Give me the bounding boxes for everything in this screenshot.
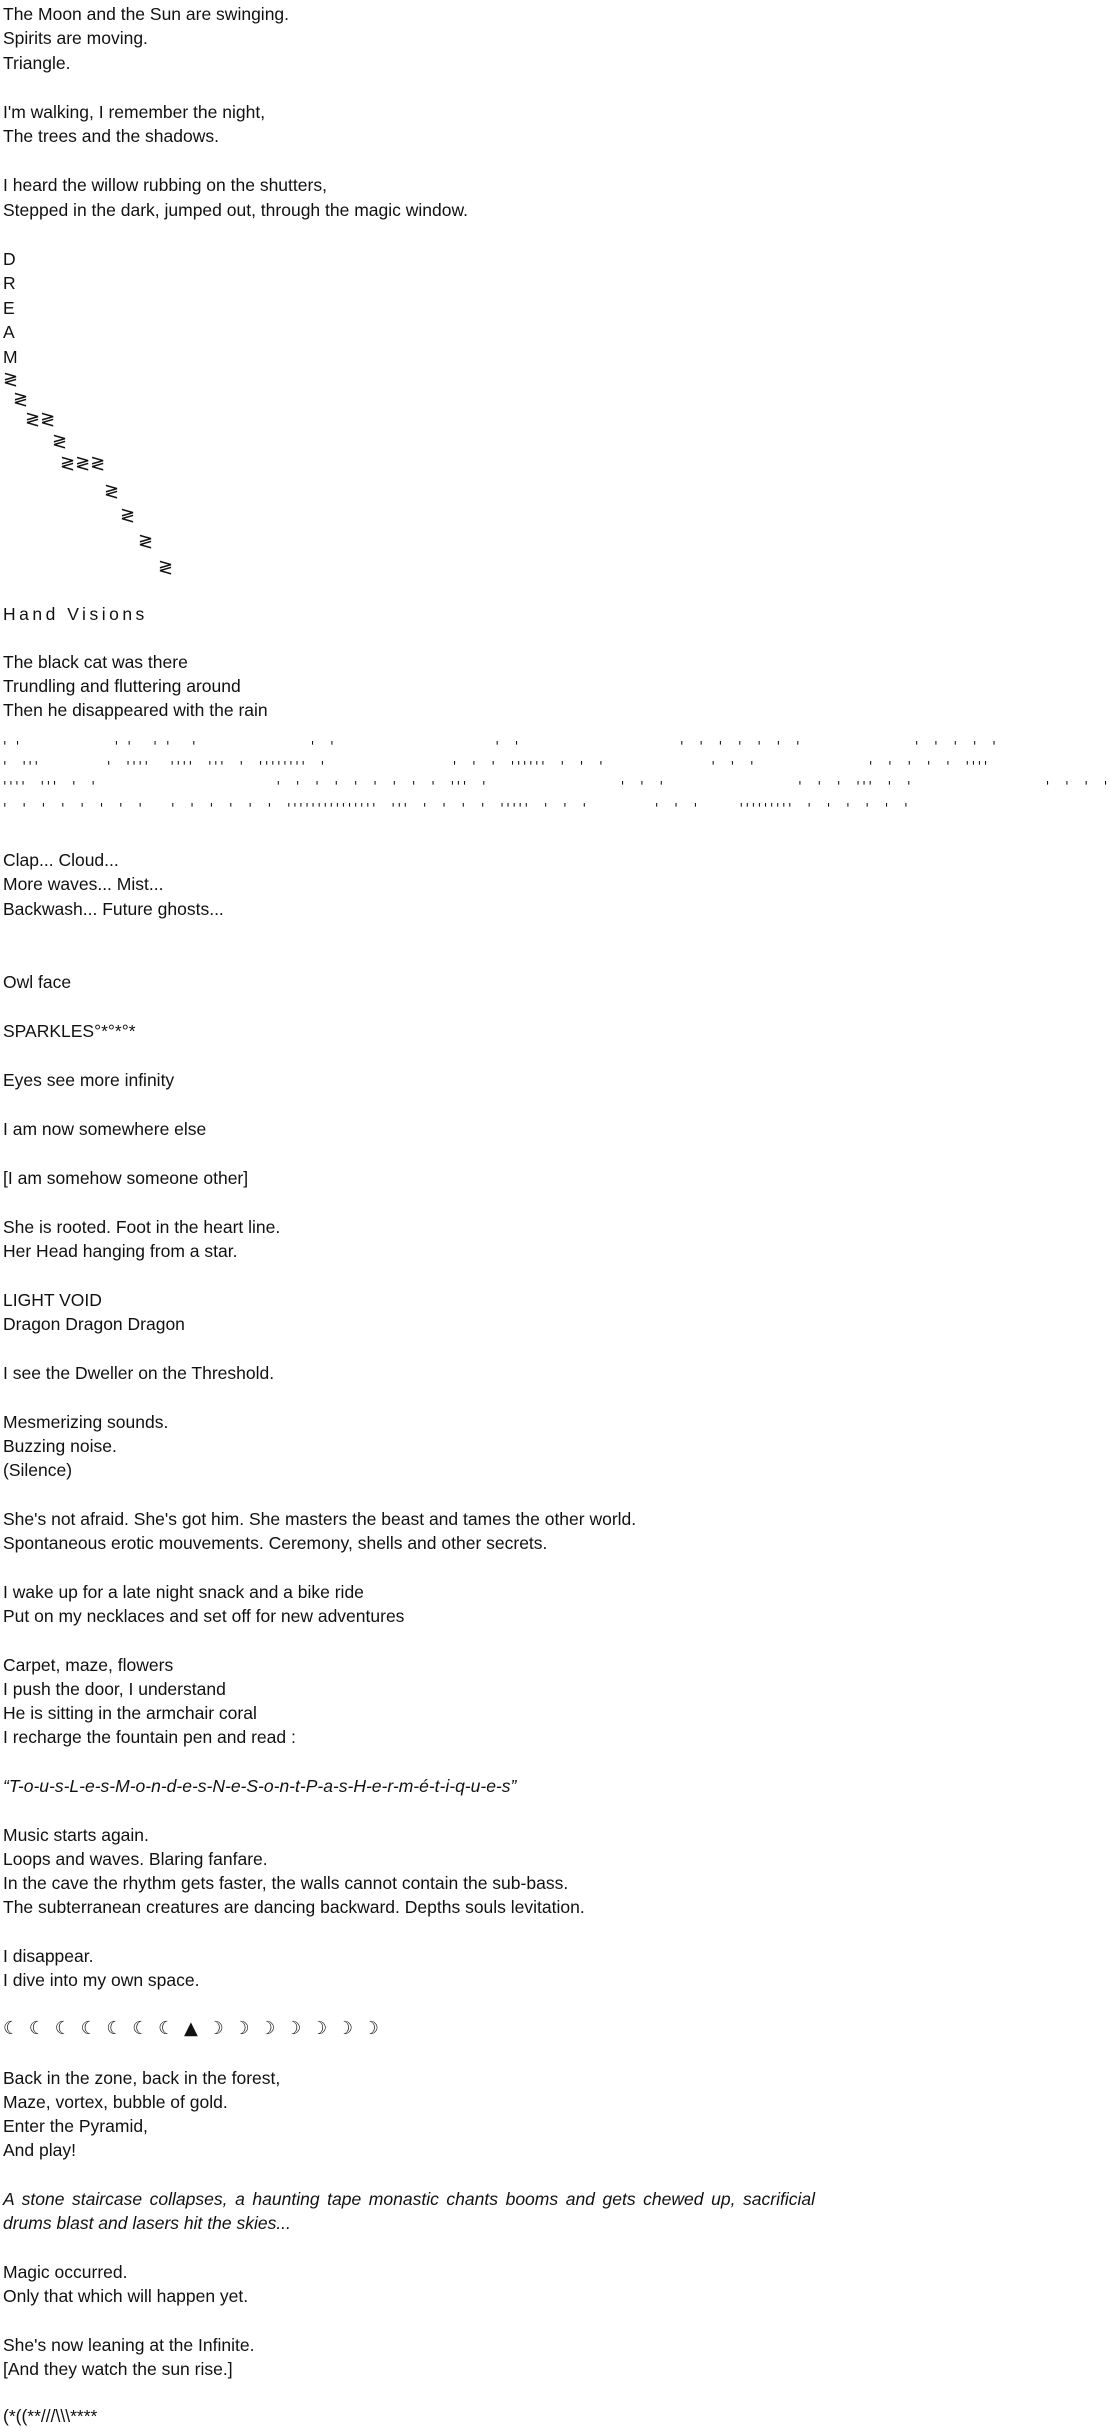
wave-glyph: ≷ [138, 531, 154, 552]
italic-paragraph: A stone staircase collapses, a haunting tape monastic chants booms and gets chewed up, sacrificial drums blast and lasers hit the skies... [3, 2189, 815, 2233]
poem-line: Stepped in the dark, jumped out, through the magic window. [3, 200, 469, 220]
poem-line: I heard the willow rubbing on the shutters, [3, 175, 327, 195]
poem-line: Carpet, maze, flowers [3, 1655, 174, 1675]
poem-line: SPARKLES°*°*°* [3, 1021, 136, 1041]
wave-glyph: ≷ [13, 389, 29, 410]
poem-line: Dragon Dragon Dragon [3, 1314, 185, 1334]
poem-line: Then he disappeared with the rain [3, 700, 268, 720]
poem-line: Only that which will happen yet. [3, 2286, 249, 2306]
poem-line: Music starts again. [3, 1825, 149, 1845]
poem-line: Eyes see more infinity [3, 1070, 175, 1090]
wave-glyph: ≷ [158, 557, 174, 578]
poem-line: Triangle. [3, 53, 71, 73]
poem-line: Maze, vortex, bubble of gold. [3, 2092, 228, 2112]
poem-line: The subterranean creatures are dancing backward. Depths souls levitation. [3, 1897, 585, 1917]
rain-row: ' ''' ' '''' '''' ''' ' '''''''' ' ' ' ' '''''' ' ' ' ' ' ' ' ' ' ' ' '''' [3, 760, 990, 775]
poem-line: I recharge the fountain pen and read : [3, 1727, 296, 1747]
poem-line: I dive into my own space. [3, 1970, 200, 1990]
poem-line: I wake up for a late night snack and a bike ride [3, 1582, 364, 1602]
dream-letter: D [3, 249, 16, 269]
poem-line: (Silence) [3, 1460, 73, 1480]
poem-line: She's not afraid. She's got him. She masters the beast and tames the other world. [3, 1509, 637, 1529]
rain-row: ' ' ' ' ' ' ' ' ' ' ' ' ' ' ''''''''''''''' ''' ' ' ' ' ''''' ' ' ' ' ' ' ''''''''' ' ' ' ' ' ' [3, 802, 911, 817]
dream-letter: A [3, 322, 15, 342]
poem-line: The black cat was there [3, 652, 188, 672]
poem-line: Put on my necklaces and set off for new adventures [3, 1606, 405, 1626]
wave-glyph: ≷ [120, 505, 136, 526]
poem-line: I'm walking, I remember the night, [3, 102, 266, 122]
poem-line: [And they watch the sun rise.] [3, 2359, 233, 2379]
poem-line: LIGHT VOID [3, 1290, 102, 1310]
rain-row: ' ' ' ' ' ' ' ' ' ' ' ' ' ' ' ' ' ' ' ' ' ' ' [3, 740, 999, 755]
poem-line: Magic occurred. [3, 2262, 128, 2282]
poem-line: She's now leaning at the Infinite. [3, 2335, 255, 2355]
section-title: Hand Visions [3, 604, 148, 624]
wave-glyph: ≷ [104, 481, 120, 502]
incantation-line: “T-o-u-s-L-e-s-M-o-n-d-e-s-N-e-S-o-n-t-P-a-s-H-e-r-m-é-t-i-q-u-e-s” [3, 1776, 517, 1796]
poem-line: [I am somehow someone other] [3, 1168, 249, 1188]
poem-line: Spontaneous erotic mouvements. Ceremony, shells and other secrets. [3, 1533, 548, 1553]
poem-line: The trees and the shadows. [3, 126, 219, 146]
poem-line: Trundling and fluttering around [3, 676, 241, 696]
poem-line: She is rooted. Foot in the heart line. [3, 1217, 281, 1237]
poem-line: Buzzing noise. [3, 1436, 117, 1456]
poem-line: Owl face [3, 972, 72, 992]
rain-row: '''' ''' ' ' ' ' ' ' ' ' ' ' ' ''' ' ' ' ' ' ' ' ''' ' ' ' ' ' ' [3, 780, 1110, 795]
poem-line: The Moon and the Sun are swinging. [3, 4, 290, 24]
dream-letter: M [3, 347, 18, 367]
dream-letter: E [3, 298, 15, 318]
poem-line: In the cave the rhythm gets faster, the walls cannot contain the sub-bass. [3, 1873, 569, 1893]
poem-line: Backwash... Future ghosts... [3, 899, 224, 919]
poem-line: I disappear. [3, 1946, 94, 1966]
poem-line: Mesmerizing sounds. [3, 1412, 169, 1432]
poem-line: More waves... Mist... [3, 874, 164, 894]
poem-line: Spirits are moving. [3, 28, 148, 48]
poem-line: I push the door, I understand [3, 1679, 226, 1699]
poem-line: I see the Dweller on the Threshold. [3, 1363, 275, 1383]
wave-glyph: ≷≷≷ [60, 453, 106, 474]
wave-glyph: ≷≷ [25, 409, 56, 430]
dream-letter: R [3, 273, 16, 293]
poem-line: Clap... Cloud... [3, 850, 119, 870]
poem-line: Loops and waves. Blaring fanfare. [3, 1849, 268, 1869]
moon-pyramid-row: ☾ ☾ ☾ ☾ ☾ ☾ ☾ ▲ ☽ ☽ ☽ ☽ ☽ ☽ ☽ [3, 2018, 381, 2039]
poem-line: Back in the zone, back in the forest, [3, 2068, 281, 2088]
poem-line: I am now somewhere else [3, 1119, 207, 1139]
wave-glyph: ≷ [3, 369, 19, 390]
wave-glyph: ≷ [52, 431, 68, 452]
poem-line: Her Head hanging from a star. [3, 1241, 238, 1261]
poem-line: And play! [3, 2140, 76, 2160]
poem-line: He is sitting in the armchair coral [3, 1703, 257, 1723]
poem-line: Enter the Pyramid, [3, 2116, 148, 2136]
closing-symbols: (*((**///\\\**** [3, 2406, 98, 2426]
